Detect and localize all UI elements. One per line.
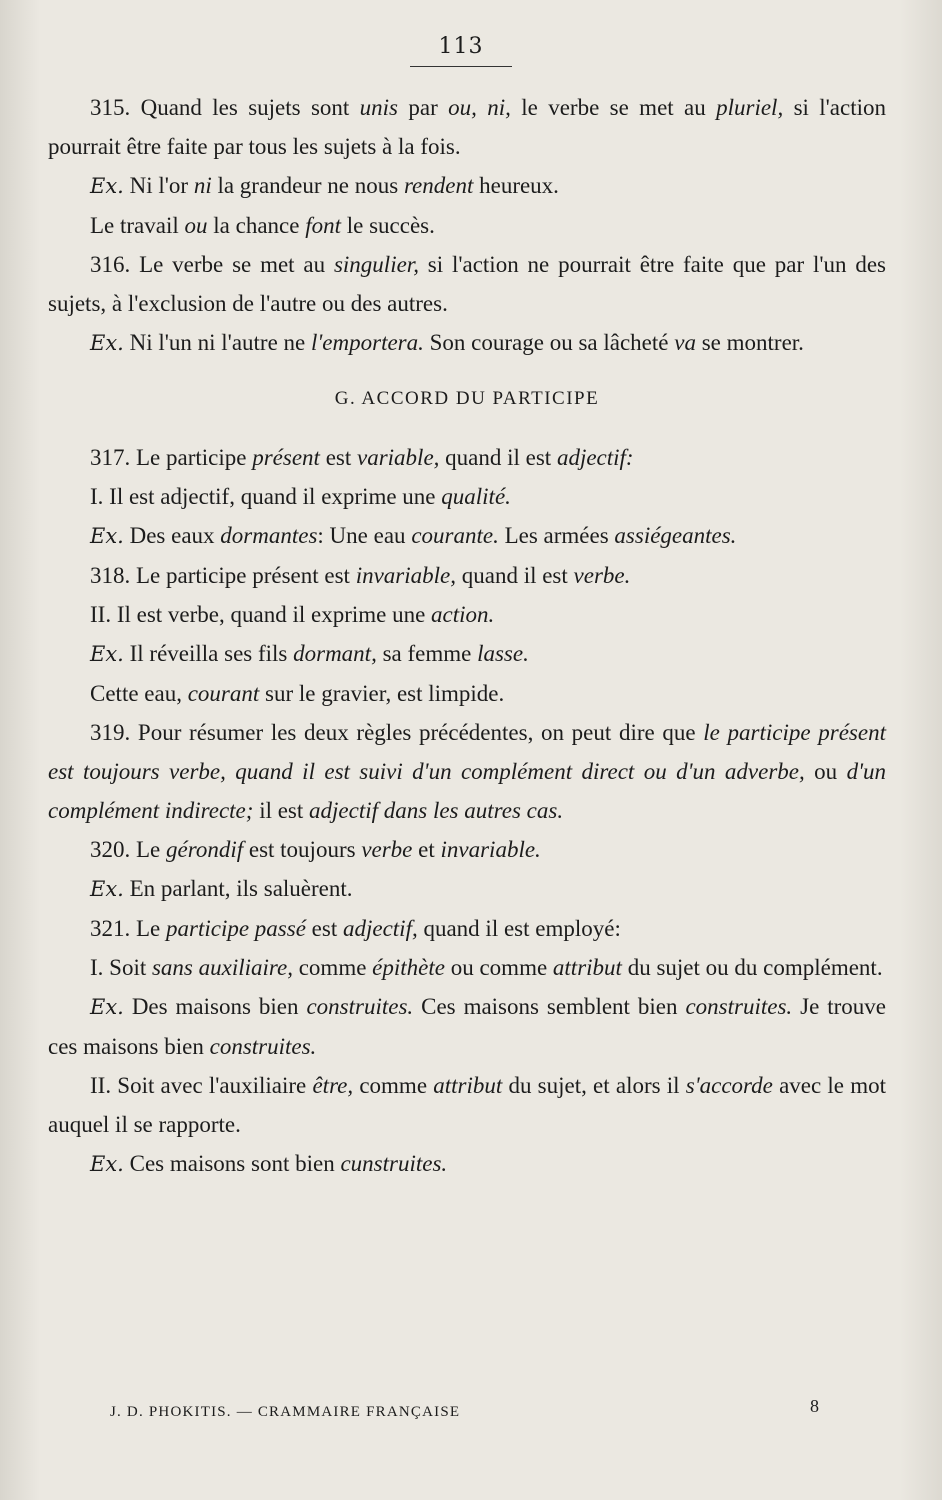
text-run: quand il est employé: xyxy=(417,916,621,941)
italic-run: courante. xyxy=(411,523,499,548)
text-run: est xyxy=(319,445,357,470)
paragraph-320 xyxy=(48,830,886,869)
text-run: se montrer. xyxy=(695,330,804,355)
italic-run: rendent xyxy=(403,173,474,198)
paragraph-number: 319. xyxy=(90,720,131,745)
paragraph-321-i xyxy=(48,948,886,987)
italic-run: verbe. xyxy=(573,563,631,588)
text-run: sa femme xyxy=(376,641,478,666)
italic-run: dormantes xyxy=(220,523,318,548)
paragraph-number: 316. xyxy=(90,252,131,277)
italic-run: le participe présent est toujours verbe, quand il est suivi d'un complément direct ou d'un adverbe, xyxy=(48,720,886,784)
italic-run: lasse. xyxy=(477,641,529,666)
italic-run: présent xyxy=(252,445,320,470)
text-run: quand il est xyxy=(439,445,557,470)
example-321b xyxy=(48,1144,886,1184)
italic-run: ni xyxy=(193,173,212,198)
example-label: Ex. xyxy=(90,331,124,355)
text-run: quand il est xyxy=(455,563,574,588)
text-run: Le travail xyxy=(90,213,185,238)
italic-run: construites. xyxy=(306,994,414,1019)
text-run: est toujours xyxy=(243,837,362,862)
italic-run: être, xyxy=(312,1073,354,1098)
text-run: Le participe xyxy=(130,445,253,470)
text-run: ou comme xyxy=(444,955,553,980)
text-run: Des eaux xyxy=(123,523,221,548)
italic-run: gérondif xyxy=(166,837,244,862)
text-run: Le participe présent est xyxy=(130,563,356,588)
italic-run: pluriel, xyxy=(716,95,784,120)
text-run: sur le gravier, est limpide. xyxy=(259,681,505,706)
text-run: et xyxy=(412,837,441,862)
paragraph-number: 320. xyxy=(90,837,131,862)
text-run: ou xyxy=(804,759,847,784)
italic-run: adjectif: xyxy=(556,445,634,470)
example-321a xyxy=(48,987,886,1066)
text-run: Je trouve ces maisons bien xyxy=(48,994,887,1059)
paragraph-number: 315. xyxy=(90,95,131,120)
paragraph-321-ii xyxy=(48,1066,886,1144)
example-316 xyxy=(48,323,886,363)
text-run: Le xyxy=(130,916,167,941)
italic-run: épithète xyxy=(372,955,445,980)
italic-run: invariable. xyxy=(440,837,541,862)
italic-run: ou, ni, xyxy=(448,95,511,120)
italic-run: cunstruites. xyxy=(340,1151,448,1176)
text-run: avec le mot auquel il se rapporte. xyxy=(48,1073,886,1137)
italic-run: assiégeantes. xyxy=(614,523,737,548)
italic-run: ou xyxy=(184,213,208,238)
example-label: Ex. xyxy=(90,995,124,1019)
text-run: la grandeur ne nous xyxy=(211,173,404,198)
example-label: Ex. xyxy=(90,877,124,901)
example-318b xyxy=(48,674,886,713)
text-run: heureux. xyxy=(473,173,559,198)
text-run: Quand les sujets sont xyxy=(130,95,360,120)
example-label: Ex. xyxy=(90,174,124,198)
italic-run: adjectif dans les autres cas. xyxy=(309,798,564,823)
text-run: Des maisons bien xyxy=(123,994,307,1019)
text-run: du sujet ou du complément. xyxy=(621,955,883,980)
text-run: I. Soit xyxy=(90,955,152,980)
text-run: Ni l'or xyxy=(123,173,194,198)
example-320 xyxy=(48,869,886,909)
italic-run: construites. xyxy=(209,1034,317,1059)
italic-run: courant xyxy=(187,681,260,706)
text-run: le succès. xyxy=(340,213,435,238)
text-run: Les armées xyxy=(498,523,615,548)
italic-run: l'emportera. xyxy=(311,330,424,355)
paragraph-316 xyxy=(48,245,886,323)
text-run: Ces maisons semblent bien xyxy=(413,994,686,1019)
example-label: Ex. xyxy=(90,524,124,548)
text-run: En parlant, ils saluèrent. xyxy=(123,876,353,901)
example-label: Ex. xyxy=(90,642,124,666)
text-run: il est xyxy=(253,798,310,823)
text-run: du sujet, et alors il xyxy=(502,1073,686,1098)
italic-run: variable, xyxy=(357,445,440,470)
text-run: Ni l'un ni l'autre ne xyxy=(123,330,311,355)
paragraph-number: 317. xyxy=(90,445,131,470)
paragraph-number: 318. xyxy=(90,563,131,588)
italic-run: action. xyxy=(431,602,495,627)
text-run: est xyxy=(305,916,343,941)
paragraph-317 xyxy=(48,438,886,477)
italic-run: font xyxy=(305,213,341,238)
footer-signature: J. D. PHOKITIS. — CRAMMAIRE FRANÇAISE xyxy=(110,1404,461,1420)
text-run: comme xyxy=(292,955,373,980)
italic-run: va xyxy=(674,330,696,355)
text-run: la chance xyxy=(207,213,306,238)
page-number-rule xyxy=(410,66,512,67)
example-315b xyxy=(48,206,886,245)
italic-run: d'un complément indirecte; xyxy=(48,759,886,823)
section-heading: G. ACCORD DU PARTICIPE xyxy=(334,388,600,409)
paragraph-321 xyxy=(48,909,886,948)
italic-run: sans auxiliaire, xyxy=(151,955,293,980)
italic-run: participe passé xyxy=(166,916,306,941)
text-run: Son courage ou sa lâcheté xyxy=(423,330,675,355)
example-317 xyxy=(48,516,886,556)
text-run: si l'action pourrait être faite par tous les sujets à la fois. xyxy=(48,95,887,159)
italic-run: attribut xyxy=(433,1073,503,1098)
text-run: comme xyxy=(353,1073,434,1098)
text-run: II. Il est verbe, quand il exprime une xyxy=(90,602,432,627)
italic-run: qualité. xyxy=(441,484,511,509)
text-run: Il réveilla ses fils xyxy=(123,641,294,666)
example-315a xyxy=(48,166,886,206)
italic-run: verbe xyxy=(361,837,413,862)
text-run: Ces maisons sont bien xyxy=(123,1151,341,1176)
text-run: Le verbe se met au xyxy=(130,252,334,277)
italic-run: attribut xyxy=(552,955,622,980)
paragraph-318 xyxy=(48,556,886,595)
page-number: 113 xyxy=(438,34,484,59)
italic-run: singulier, xyxy=(333,252,419,277)
italic-run: s'accorde xyxy=(685,1073,773,1098)
italic-run: adjectif, xyxy=(342,916,418,941)
signature-mark: 8 xyxy=(810,1396,819,1416)
text-run: Cette eau, xyxy=(90,681,188,706)
text-run: : Une eau xyxy=(317,523,412,548)
page-body xyxy=(48,88,886,1184)
text-run: si l'action ne pourrait être faite que par l'un des sujets, à l'exclusion de l'autre ou des autres. xyxy=(48,252,886,316)
example-label: Ex. xyxy=(90,1152,124,1176)
text-run: Le xyxy=(130,837,167,862)
italic-run: dormant, xyxy=(293,641,377,666)
text-run: Pour résumer les deux règles précédentes, on peut dire que xyxy=(130,720,704,745)
text-run: par xyxy=(398,95,449,120)
text-run: II. Soit avec l'auxiliaire xyxy=(90,1073,313,1098)
paragraph-317-i xyxy=(48,477,886,516)
paragraph-319 xyxy=(48,713,886,830)
paragraph-318-ii xyxy=(48,595,886,634)
text-run: le verbe se met au xyxy=(510,95,717,120)
paragraph-315 xyxy=(48,88,886,166)
italic-run: unis xyxy=(359,95,399,120)
text-run: I. Il est adjectif, quand il exprime une xyxy=(90,484,442,509)
paragraph-number: 321. xyxy=(90,916,131,941)
italic-run: invariable, xyxy=(355,563,456,588)
example-318a xyxy=(48,634,886,674)
italic-run: construites. xyxy=(685,994,793,1019)
